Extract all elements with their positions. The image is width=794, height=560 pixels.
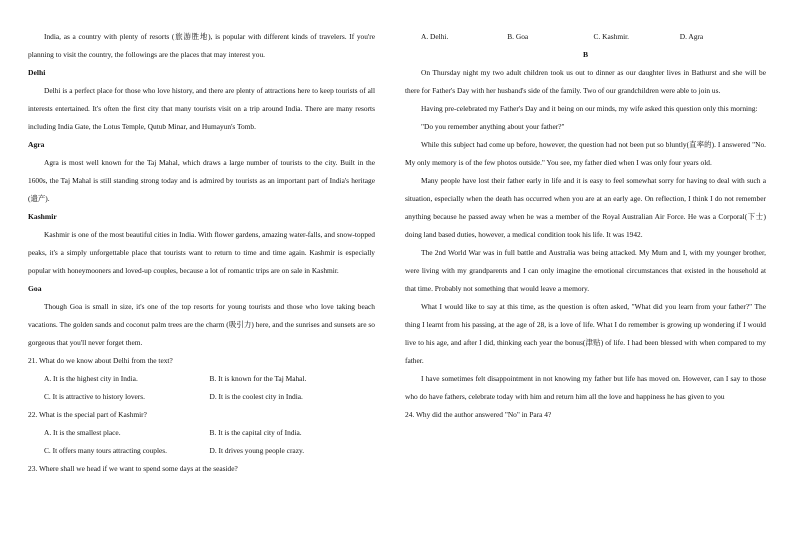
option: B. It is the capital city of India. — [209, 428, 302, 437]
option: C. It is attractive to history lovers. — [44, 392, 145, 401]
passage-b-paragraph: On Thursday night my two adult children took us out to dinner as our daughter lives in Bathurst and she will be there for Father's Day with her husband's side of the family. Two of our grandchildren were able to join us. — [405, 68, 766, 95]
option: D. It drives young people crazy. — [209, 446, 305, 455]
question-22-options-row-1 — [28, 424, 375, 442]
question-22-options-row-2 — [28, 442, 375, 460]
passage-b-paragraph: While this subject had come up before, however, the question had not been put so bluntly(直率的). I answered "No. My only memory is of the few photos outside." You see, my father died when I was only four years old. — [405, 140, 766, 167]
section-text-kashmir: Kashmir is one of the most beautiful cities in India. With flower gardens, amazing water-falls, and snow-topped peaks, it's a simply unforgettable place that tourists want to return to time and time again. Kashmir is especially popular with honeymooners and loved-up couples, because a lot of romantic trips are on sale in Kashmir. — [28, 230, 375, 275]
section-text-delhi: Delhi is a perfect place for those who love history, and there are plenty of attractions here to keep tourists of all interests entertained. It's often the first city that many tourists visit on a trip around India. There are many resorts including India Gate, the Lotus Temple, Qutub Minar, and Humayun's Tomb. — [28, 86, 375, 131]
passage-b-paragraph: Many people have lost their father early in life and it is easy to feel somewhat sorry for having to deal with such a situation, especially when the death has occurred when you are at an early age. On reflection, I think I do not remember anything because he passed away when he was a member of the Royal Australian Air Force. He was a Corporal(下士) doing land based duties, however, a medical condition took his life. It was 1942. — [405, 176, 766, 239]
option: C. It offers many tours attracting couples. — [44, 446, 168, 455]
section-title-delhi: Delhi — [28, 68, 46, 77]
question-21: 21. What do we know about Delhi from the text? — [28, 356, 173, 365]
section-title-kashmir: Kashmir — [28, 212, 57, 221]
question-21-options-row-2 — [28, 388, 375, 406]
option: B. Goa — [507, 32, 529, 41]
option: A. Delhi. — [421, 32, 449, 41]
section-text-goa: Though Goa is small in size, it's one of the top resorts for young tourists and those who love taking beach vacations. The golden sands and coconut palm trees are the charm (吸引力) here, and the sunrises and sunsets are so gorgeous that you'll never forget them. — [28, 302, 375, 347]
question-23-options — [405, 28, 766, 46]
question-21-options-row-1 — [28, 370, 375, 388]
option: B. It is known for the Taj Mahal. — [209, 374, 307, 383]
question-23: 23. Where shall we head if we want to spend some days at the seaside? — [28, 464, 238, 473]
option: D. Agra — [679, 32, 704, 41]
passage-b-paragraph: The 2nd World War was in full battle and Australia was being attacked. My Mum and I, with my younger brother, were living with my grandparents and I can only imagine the emotional circumstances that existed in the household at that time. Probably not something that would leave a memory. — [405, 248, 766, 293]
section-title-agra: Agra — [28, 140, 45, 149]
right-column — [405, 28, 766, 424]
passage-b-paragraph: I have sometimes felt disappointment in not knowing my father but life has moved on. However, can I say to those who do have fathers, celebrate today with him and return him all the love and happiness he has given to you — [405, 374, 766, 401]
section-text-agra: Agra is most well known for the Taj Mahal, which draws a large number of tourists to the city. Built in the 1600s, the Taj Mahal is still standing strong today and is admired by tourists as an important part of India's heritage (遗产). — [28, 158, 375, 203]
question-22: 22. What is the special part of Kashmir? — [28, 410, 147, 419]
question-24: 24. Why did the author answered "No" in Para 4? — [405, 410, 552, 419]
option: C. Kashmir. — [593, 32, 630, 41]
passage-a-intro: India, as a country with plenty of resorts (旅游胜地), is popular with different kinds of travelers. If you're planning to visit the country, the followings are the places that may interest you. — [28, 32, 375, 59]
passage-b-paragraph: Having pre-celebrated my Father's Day and it being on our minds, my wife asked this question only this morning: — [421, 104, 758, 113]
passage-b-paragraph: "Do you remember anything about your father?" — [421, 122, 565, 131]
section-title-goa: Goa — [28, 284, 42, 293]
option: A. It is the highest city in India. — [44, 374, 138, 383]
option: A. It is the smallest place. — [44, 428, 121, 437]
option: D. It is the coolest city in India. — [209, 392, 303, 401]
passage-b-paragraph: What I would like to say at this time, as the question is often asked, "What did you learn from your father?" The thing I learnt from his passing, at the age of 28, is a love of life. What I do remember is growing up wondering if I would live to his age, and after I did, thinking each year the bonus(津贴) of life. I had been blessed with when compared to my father. — [405, 302, 766, 365]
passage-b-label: B — [582, 50, 589, 59]
left-column — [28, 28, 375, 478]
